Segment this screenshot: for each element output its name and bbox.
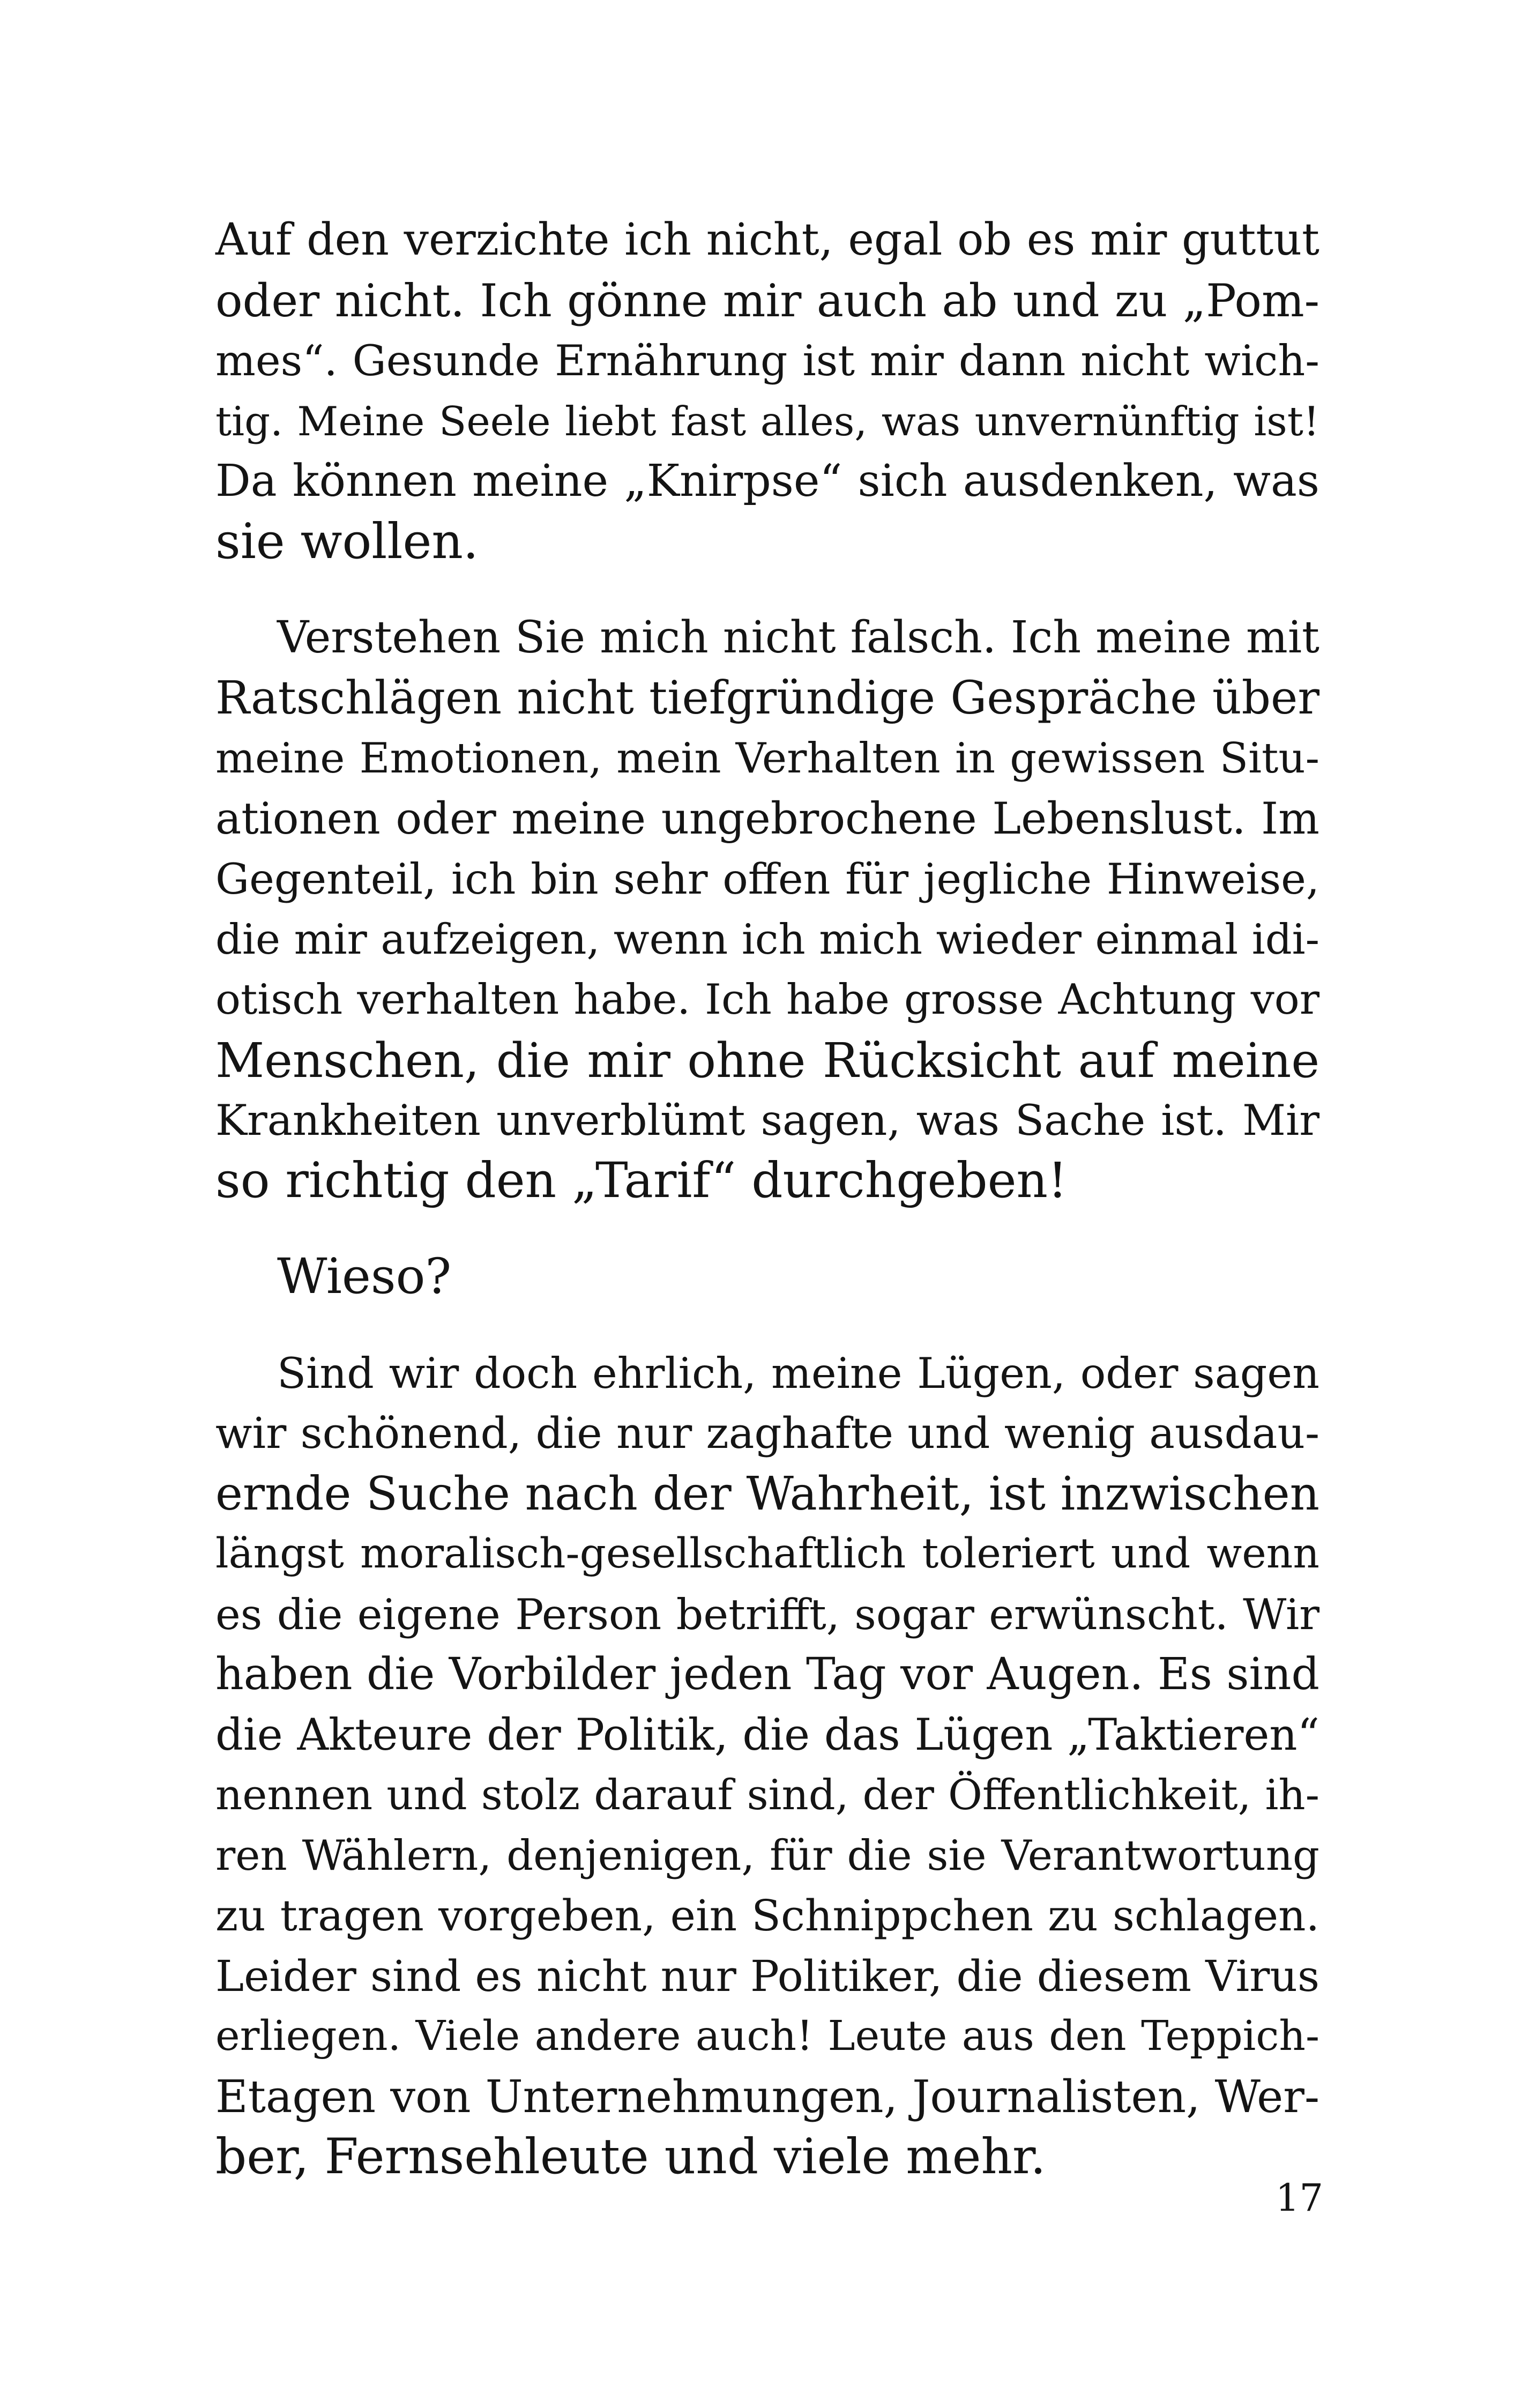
text-line: längst moralisch-gesellschaftlich toleriert und wenn	[215, 1530, 1319, 1578]
text-line: Gegenteil, ich bin sehr offen für jegliche Hinweise,	[215, 854, 1319, 904]
text-line: sie wollen.	[215, 513, 479, 570]
text-line: haben die Vorbilder jeden Tag vor Augen. Es sind	[215, 1649, 1319, 1700]
text-line: Sind wir doch ehrlich, meine Lügen, oder sagen	[277, 1348, 1319, 1398]
text-line: mes“. Gesunde Ernährung ist mir dann nicht wich-	[215, 336, 1319, 385]
paragraph-3	[215, 1247, 1319, 1307]
text-line: ationen oder meine ungebrochene Lebenslust. Im	[215, 793, 1319, 844]
text-line: es die eigene Person betrifft, sogar erwünscht. Wir	[215, 1589, 1319, 1639]
text-line: otisch verhalten habe. Ich habe grosse Achtung vor	[215, 976, 1319, 1024]
text-line: Ratschlägen nicht tiefgründige Gespräche über	[215, 671, 1319, 725]
page-number: 17	[1276, 2176, 1324, 2220]
text-line: wir schönend, die nur zaghafte und wenig ausdau-	[215, 1408, 1319, 1458]
text-line: ber, Fernsehleute und viele mehr.	[215, 2129, 1046, 2185]
text-line: Leider sind es nicht nur Politiker, die diesem Virus	[215, 1951, 1319, 2001]
text-line: Auf den verzichte ich nicht, egal ob es mir guttut	[215, 214, 1319, 265]
text-line: ernde Suche nach der Wahrheit, ist inzwischen	[215, 1467, 1319, 1521]
text-line: Menschen, die mir ohne Rücksicht auf meine	[215, 1032, 1319, 1088]
text-line: Etagen von Unternehmungen, Journalisten, Wer-	[215, 2070, 1319, 2123]
text-line: zu tragen vorgeben, ein Schnippchen zu schlagen.	[215, 1891, 1319, 1941]
text-line: nennen und stolz darauf sind, der Öffentlichkeit, ih-	[215, 1771, 1319, 1819]
text-line: die mir aufzeigen, wenn ich mich wieder einmal idi-	[215, 915, 1319, 964]
text-line: meine Emotionen, mein Verhalten in gewissen Situ-	[215, 734, 1319, 783]
text-line: ren Wählern, denjenigen, für die sie Verantwortung	[215, 1831, 1319, 1880]
text-line: die Akteure der Politik, die das Lügen „Taktieren“	[215, 1710, 1319, 1760]
text-line: so richtig den „Tarif“ durchgeben!	[215, 1152, 1068, 1209]
text-line: Wieso?	[277, 1248, 452, 1305]
body-text	[215, 210, 1324, 2224]
text-line: tig. Meine Seele liebt fast alles, was unvernünftig ist!	[215, 397, 1319, 445]
text-line: Krankheiten unverblümt sagen, was Sache ist. Mir	[215, 1096, 1319, 1145]
text-line: oder nicht. Ich gönne mir auch ab und zu „Pom-	[215, 274, 1319, 327]
text-line: Verstehen Sie mich nicht falsch. Ich meine mit	[277, 612, 1319, 663]
paragraph-2	[215, 608, 1319, 1211]
paragraph-1	[215, 210, 1319, 572]
text-line: erliegen. Viele andere auch! Leute aus den Teppich-	[215, 2012, 1319, 2060]
paragraph-4	[215, 1343, 1319, 2188]
text-line: Da können meine „Knirpse“ sich ausdenken, was	[215, 456, 1319, 507]
